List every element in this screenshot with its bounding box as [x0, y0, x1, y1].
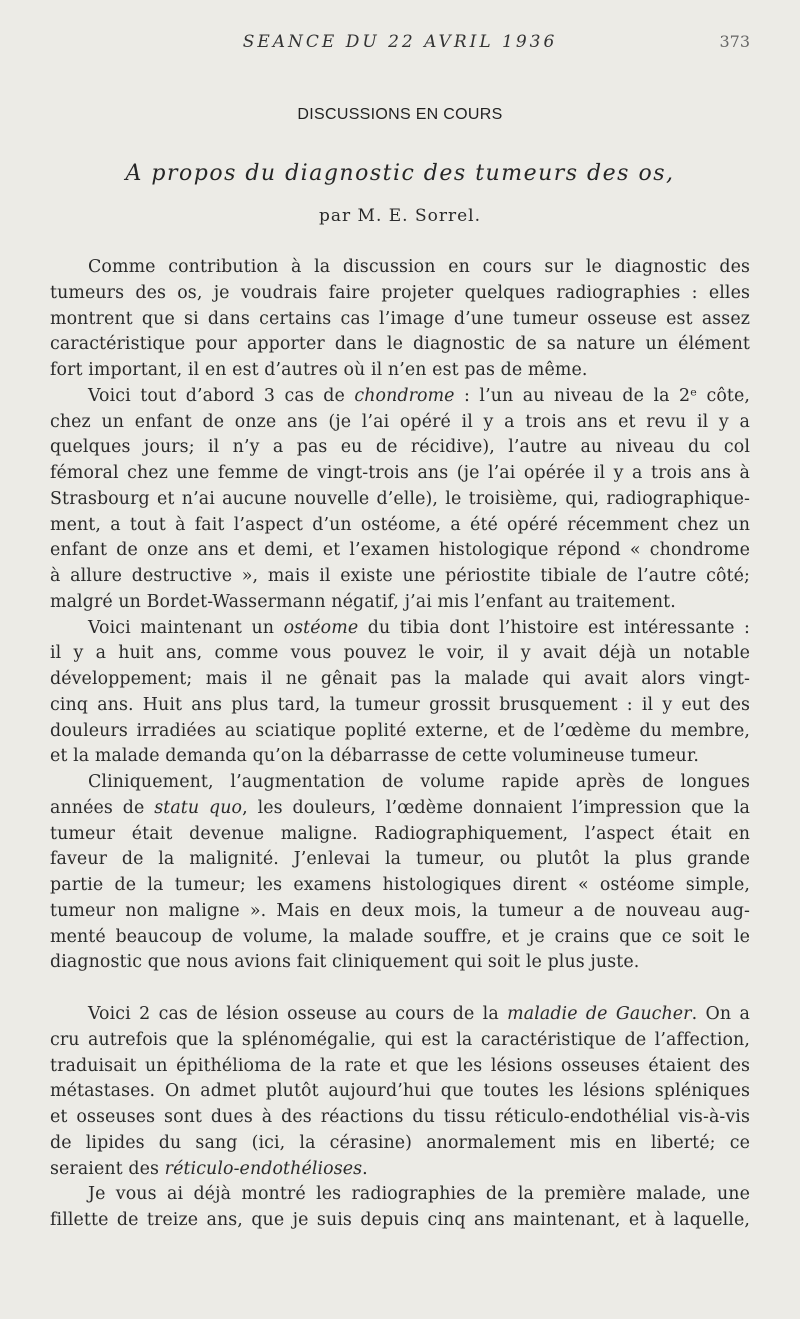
text-run: Je vous ai déjà montré les radiographies de la première malade, une: [88, 1184, 750, 1205]
text-line: [50, 899, 750, 925]
paragraph: [50, 1002, 750, 1182]
text-line: [50, 307, 750, 333]
text-run: tumeur était devenue maligne. Radiographiquement, l’aspect était en: [50, 823, 750, 844]
text-run: diagnostic que nous avions fait cliniquement qui soit le plus juste.: [50, 952, 640, 973]
text-line: [50, 950, 750, 976]
text-run: métastases. On admet plutôt aujourd’hui que toutes les lésions spléniques: [50, 1081, 750, 1102]
text-run: de lipides du sang (ici, la cérasine) anormalement mis en liberté; ce: [50, 1132, 750, 1153]
text-run: et osseuses sont dues à des réactions du tissu réticulo-endothélial vis-à-vis: [50, 1107, 750, 1127]
italic-term: réticulo-endothélioses: [164, 1158, 363, 1179]
paragraph: [50, 616, 750, 771]
running-title: SEANCE DU 22 AVRIL 1936: [242, 32, 558, 52]
text-run: années de: [50, 797, 155, 818]
text-line: [50, 693, 750, 719]
text-line: [50, 461, 750, 487]
article-body: [50, 255, 750, 1234]
text-line: [50, 616, 750, 642]
text-line: [50, 332, 750, 358]
text-line: [50, 822, 750, 848]
text-run: quelques jours; il n’y a pas eu de récidive), l’autre au niveau du col: [50, 437, 750, 458]
text-line: [50, 847, 750, 873]
text-line: [50, 435, 750, 461]
text-run: Voici tout d’abord 3 cas de: [88, 385, 355, 406]
text-run: tumeur non maligne ». Mais en deux mois, la tumeur a de nouveau aug-: [50, 900, 750, 921]
text-run: tumeurs des os, je voudrais faire projeter quelques radiographies : elles: [50, 282, 750, 303]
text-run: cru autrefois que la splénomégalie, qui est la caractéristique de l’affection,: [50, 1029, 750, 1050]
text-line: [50, 358, 750, 384]
text-line: [50, 1131, 750, 1157]
text-line: [50, 590, 750, 616]
paragraph-gap: [50, 976, 750, 1002]
text-run: malgré un Bordet-Wassermann négatif, j’ai mis l’enfant au traitement.: [50, 591, 676, 612]
text-line: [50, 410, 750, 436]
text-run: Cliniquement, l’augmentation de volume rapide après de longues: [88, 772, 750, 792]
italic-term: chondrome: [354, 385, 455, 406]
text-line: [50, 538, 750, 564]
text-run: .: [362, 1158, 368, 1179]
text-line: [50, 1054, 750, 1080]
text-run: . On a: [691, 1004, 750, 1024]
text-run: caractéristique pour apporter dans le diagnostic de sa nature un élément: [50, 334, 750, 355]
text-line: [50, 925, 750, 951]
text-run: Strasbourg et n’ai aucune nouvelle d’elle), le troisième, qui, radiographique-: [50, 488, 750, 509]
paragraph: [50, 255, 750, 384]
italic-term: statu quo: [154, 797, 243, 818]
text-run: il y a huit ans, comme vous pouvez le voir, il y avait déjà un notable: [50, 643, 750, 664]
running-head: [50, 30, 750, 54]
text-run: ment, a tout à fait l’aspect d’un ostéome, a été opéré récemment chez un: [50, 514, 750, 535]
italic-term: maladie de Gaucher: [507, 1004, 692, 1024]
text-line: [50, 1002, 750, 1028]
text-line: [50, 873, 750, 899]
text-line: [50, 1157, 750, 1183]
text-run: partie de la tumeur; les examens histologiques dirent « ostéome simple,: [50, 875, 750, 895]
text-run: menté beaucoup de volume, la malade souffre, et je crains que ce soit le: [50, 926, 750, 947]
text-line: [50, 487, 750, 513]
text-run: traduisait un épithélioma de la rate et que les lésions osseuses étaient des: [50, 1055, 750, 1076]
text-line: [50, 744, 750, 770]
page-number: 373: [719, 32, 750, 51]
text-run: à allure destructive », mais il existe une périostite tibiale de l’autre côté;: [50, 566, 750, 586]
text-run: fémoral chez une femme de vingt-trois ans (je l’ai opérée il y a trois ans à: [50, 463, 750, 483]
text-line: [50, 1105, 750, 1131]
article-title: A propos du diagnostic des tumeurs des os,: [125, 161, 675, 186]
text-line: [50, 1028, 750, 1054]
text-run: seraient des: [50, 1158, 165, 1179]
text-line: [50, 255, 750, 281]
text-line: [50, 1182, 750, 1208]
text-run: du tibia dont l’histoire est intéressante :: [358, 617, 750, 638]
text-line: [50, 1208, 750, 1234]
text-line: [50, 770, 750, 796]
text-line: [50, 564, 750, 590]
text-line: [50, 719, 750, 745]
text-run: cinq ans. Huit ans plus tard, la tumeur grossit brusquement : il y eut des: [50, 694, 750, 715]
text-line: [50, 513, 750, 539]
text-line: [50, 796, 750, 822]
paragraph: [50, 770, 750, 976]
text-run: montrent que si dans certains cas l’image d’une tumeur osseuse est assez: [50, 308, 750, 329]
text-run: Voici maintenant un: [88, 617, 284, 638]
text-run: Voici 2 cas de lésion osseuse au cours de la: [88, 1004, 508, 1024]
text-run: développement; mais il ne gênait pas la malade qui avait alors vingt-: [50, 669, 750, 689]
text-line: [50, 667, 750, 693]
section-title: DISCUSSIONS EN COURS: [297, 106, 503, 123]
text-run: chez un enfant de onze ans (je l’ai opéré il y a trois ans et revu il y a: [50, 411, 750, 432]
text-run: Comme contribution à la discussion en cours sur le diagnostic des: [88, 257, 750, 277]
text-run: douleurs irradiées au sciatique poplité externe, et de l’œdème du membre,: [50, 720, 750, 741]
text-run: , les douleurs, l’œdème donnaient l’impression que la: [242, 797, 750, 818]
text-run: et la malade demanda qu’on la débarrasse de cette volumineuse tumeur.: [50, 746, 699, 767]
text-run: fort important, il en est d’autres où il n’en est pas de même.: [50, 360, 588, 380]
text-run: fillette de treize ans, que je suis depuis cinq ans maintenant, et à laquelle,: [50, 1210, 750, 1230]
italic-term: ostéome: [283, 617, 359, 638]
author-byline: par M. E. Sorrel.: [318, 206, 481, 226]
text-line: [50, 1079, 750, 1105]
text-line: [50, 384, 750, 410]
text-line: [50, 281, 750, 307]
text-run: enfant de onze ans et demi, et l’examen histologique répond « chondrome: [50, 540, 750, 561]
paragraph: [50, 384, 750, 616]
text-line: [50, 641, 750, 667]
paragraph: [50, 1182, 750, 1234]
text-run: faveur de la malignité. J’enlevai la tumeur, ou plutôt la plus grande: [50, 849, 750, 870]
text-run: : l’un au niveau de la 2ᵉ côte,: [454, 385, 750, 406]
